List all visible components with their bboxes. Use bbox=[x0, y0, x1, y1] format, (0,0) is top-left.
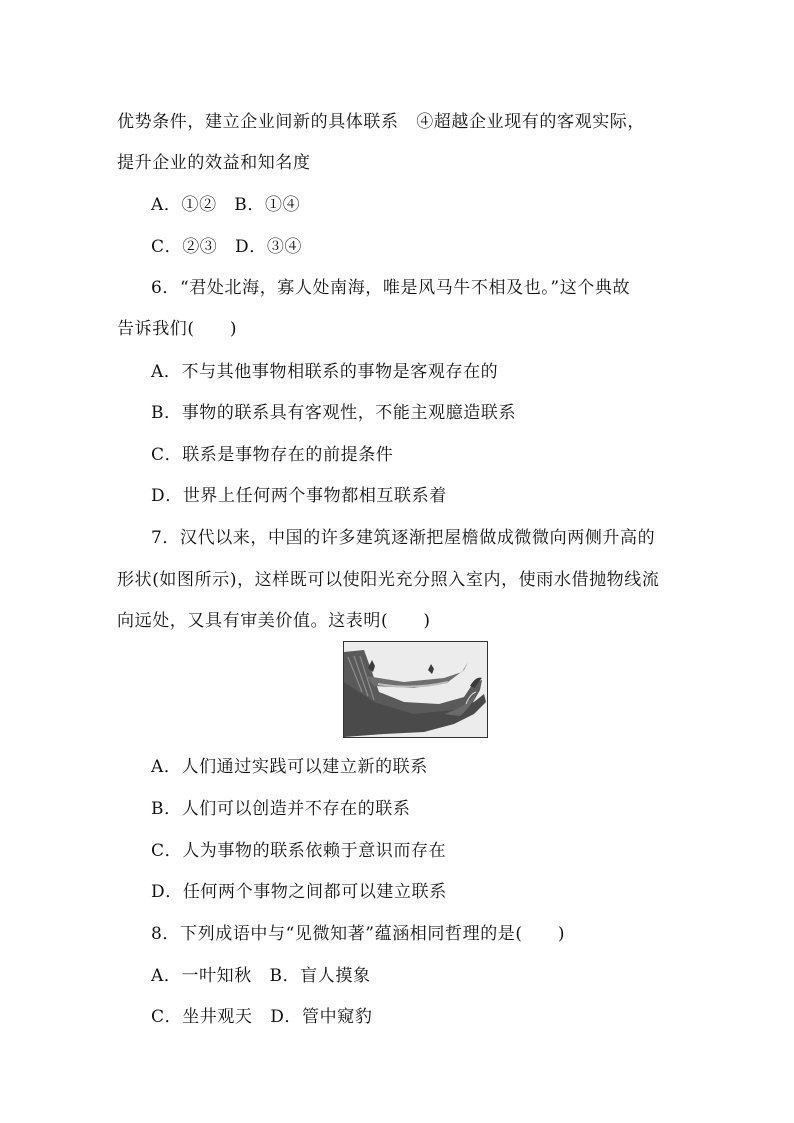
q6-option-b: B．事物的联系具有客观性，不能主观臆造联系 bbox=[151, 403, 517, 423]
q7-stem-cont-2: 向远处，又具有审美价值。这表明( ) bbox=[117, 611, 431, 631]
q7-stem: 7．汉代以来，中国的许多建筑逐渐把屋檐做成微微向两侧升高的 bbox=[151, 528, 656, 548]
q7-option-a: A．人们通过实践可以建立新的联系 bbox=[151, 757, 428, 777]
q6-option-d: D．世界上任何两个事物都相互联系着 bbox=[151, 486, 447, 506]
q8-options-cd: C．坐井观天 D．管中窥豹 bbox=[151, 1007, 373, 1027]
q8-options-ab: A．一叶知秋 B．盲人摸象 bbox=[151, 966, 371, 986]
text-line: 优势条件，建立企业间新的具体联系 ④超越企业现有的客观实际， bbox=[117, 112, 645, 132]
q6-option-c: C．联系是事物存在的前提条件 bbox=[151, 445, 394, 465]
q7-stem-cont: 形状(如图所示)，这样既可以使阳光充分照入室内，使雨水借抛物线流 bbox=[117, 570, 660, 590]
q7-option-d: D．任何两个事物之间都可以建立联系 bbox=[151, 882, 447, 902]
q8-stem: 8．下列成语中与“见微知著”蕴涵相同哲理的是( ) bbox=[151, 924, 566, 944]
eaves-illustration bbox=[344, 642, 487, 737]
text-line: 提升企业的效益和知名度 bbox=[117, 153, 311, 173]
q5-options-cd: C．②③ D．③④ bbox=[151, 237, 303, 257]
q5-options-ab: A．①② B．①④ bbox=[151, 195, 301, 215]
eaves-photo bbox=[343, 641, 488, 738]
q7-option-c: C．人为事物的联系依赖于意识而存在 bbox=[151, 841, 447, 861]
q6-option-a: A．不与其他事物相联系的事物是客观存在的 bbox=[151, 362, 499, 382]
q6-stem-cont: 告诉我们( ) bbox=[117, 319, 238, 339]
q6-stem: 6．“君处北海，寡人处南海，唯是风马牛不相及也。”这个典故 bbox=[151, 278, 631, 298]
q7-option-b: B．人们可以创造并不存在的联系 bbox=[151, 799, 411, 819]
